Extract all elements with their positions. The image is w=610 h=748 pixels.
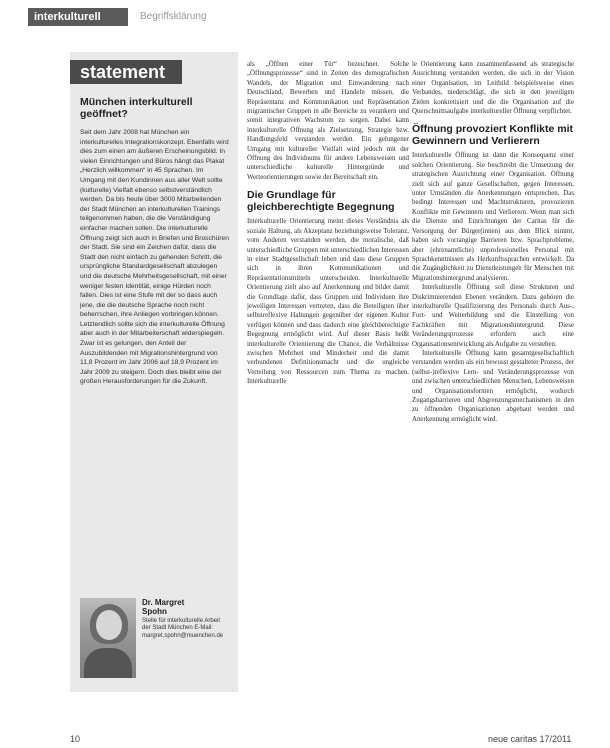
statement-banner: statement — [70, 60, 182, 84]
article-column-right — [412, 60, 574, 424]
magazine-issue: neue caritas 17/2011 — [488, 734, 572, 744]
article-column-middle — [247, 60, 409, 387]
article-paragraph: Interkulturelle Öffnung ist dann die Konsequenz einer solchen Orientierung. Sie beschreibt die Umsetzung der strategischen Ausrichtung einer Organisation. Öffnung zielt sich auf ganze Gesellschaften, gegen Interessen, unter Umständen die Anerkennungen entsprechen. Das bedingt Interessen und Machtstrukturen, provozieren Konflikte mit Gewinnern und Verlierern. Wenn man sich die Dienste und Einrichtungen der Caritas für die Versorgung der Bürger(innen) aus dem Blick nimmt, haben sich vorrangige Barrieren bzw. Sprachprobleme, aber (ehrenamtliche) unprofessionelles Personal mit Sprachkenntnissen als Herkunftssprachen entwickelt. Da die Zugänglichkeit zu Dienstleistungen für Menschen mit Migrationshintergrund analysieren. — [412, 152, 574, 282]
author-photo — [80, 598, 136, 678]
author-info: Stelle für interkulturelle Arbeit der Stadt München E-Mail: margret.spohn@muenchen.de — [142, 618, 224, 639]
article-paragraph: Interkulturelle Orientierung meint dieses Verständnis als soziale Haltung, als Akzeptanz beziehungsweise Toleranz, vom Anderen verstanden werden, die moralische, daß unterschiedliche Gruppen mit unterschiedlichen Interessen in einer Stadtgesellschaft leben und dass diese Gruppen sich in ihren Kommunikationen und Repräsentationsmitteln unterscheiden. Interkulturelle Orientierung zielt also auf Anerkennung und bildet damit die Grundlage dafür, dass Gruppen und Individuen ihre jeweiligen Interessen vertreten, dass die Beteiligten über selbstreflexive Haltungen gegenüber der eigenen Kultur verfügen können und dass dadurch eine gleichberechtigte Begegnung ermöglicht wird. Auf dieser Basis heißt interkulturelle Orientierung die Chance, die Verhältnisse zwischen Mehrheit und Minderheit und die damit verbundenen Definitionsmacht und die ungleiche Verteilung von Ressourcen zum Thema zu machen. Interkulturelle — [247, 218, 409, 386]
article-paragraph: Interkulturelle Öffnung kann gesamtgesellschaftlich verstanden werden als ein bewusst gestalteter Prozess, der (selbst-)reflexive Lern- und Veränderungsprozesse von und zwischen unterschiedlichen Menschen, Lebensweisen und Organisationsformen ermöglicht, wodurch Zugangsbarrieren und Abgrenzungsmechanismen in den zu öffnenden Organisationen abgebaut werden und Anerkennung ermöglicht wird. — [412, 349, 574, 423]
article-paragraph: le Orientierung kann zusammenfassend als strategische Ausrichtung verstanden werden, die sich in der Vision einer Organisation, im Leitbild beispielsweise eines Verbandes, niederschlägt, die sich in den jeweiligen Zielen konkretisiert und die die Organisation auf die Querschnittsaufgabe interkultureller Öffnung verpflichtet. — [412, 61, 574, 116]
sidebar-paragraph: Seit dem Jahr 2008 hat München ein interkulturelles Integrationskonzept. Ebenfalls wird dies zum einen am äußeren Erscheinungsbild. In vielen Einrichtungen und Büros hängt das Plakat „Herzlich willkommen“ in 45 Sprachen. Im Umgang mit den Kundinnen aus aller Welt sollte (kulturelle) Vielfalt ebenso selbstverständlich werden. Da bis heute über 3000 Mitarbeitenden der Stadt München an interkulturellen Trainings teilgenommen haben, die die Verständigung einfacher machen sollen. Die interkulturelle Öffnung zeigt sich auch in Briefen und Broschüren der Stadt. Sie sind ein Zeichen dafür, dass die Stadt den nicht einfach zu gehenden Schritt, die ursprüngliche Standardgesellschaft abzulegen und die deutsche Mehrheitsgesellschaft, mit einer weniger festen Identität, einige Hürden noch fallen. Dies ist eine Stufe mit der so dass auch jene, die die deutsche Sprache noch nicht beherrschen, ihre Anliegen vorbringen können. Letztendlich sollte sich die interkulturelle Öffnung aber auch in der Mitarbeiterschaft widerspiegeln. Zwar ist es gelungen, den Anteil der Auszubildenden mit Migrationshintergrund von 11,8 Prozent im Jahr 2006 auf 18,9 Prozent im Jahr 2009 zu steigern. Doch dies bleibt eine der großen Herausforderungen für die Zukunft. — [80, 129, 229, 386]
author-name-line1: Dr. Margret — [142, 598, 185, 607]
section-heading: Die Grundlage für gleichberechtigte Begegnung — [247, 189, 395, 214]
section-subtitle: Begriffsklärung — [140, 11, 207, 22]
article-paragraph: Interkulturelle Öffnung soll diese Strukturen und Diskrimnierenden Ebenen verändern. Dazu gehören die interkulturelle Qualifizierung des Personals durch Aus-, Fort- und Weiterbildung und die Einstellung von Fachkräften mit Migrationshintergrund. Diese Veränderungsprozesse erfordern auch eine Organisationsentwicklung als Aufgabe zu verstehen. — [412, 284, 574, 348]
section-heading: Öffnung provoziert Konflikte mit Gewinnern und Verlierern — [412, 123, 573, 148]
author-name — [142, 598, 184, 616]
sidebar-text — [80, 128, 230, 387]
section-tag: interkulturell — [28, 8, 128, 26]
author-box — [80, 598, 230, 682]
sidebar-body — [80, 96, 230, 387]
author-name-line2: Spohn — [142, 607, 167, 616]
page-number: 10 — [70, 734, 81, 744]
sidebar-title: München interkulturell geöffnet? — [80, 96, 193, 120]
article-paragraph: als „Öffnen einer Tür“ bezeichnet. Solche „Öffnungsprozesse“ sind in Zeiten des demografischen Wandels, der Migration und Einwanderung nach Deutschland, Bewerben und Handeln müssen, die Repräsentanz und Kommunikation und Repräsentation migrantischer Gruppen in alle Bereiche zu verankern und somit integrativen Wachstum zu sorgen. Dabei kann interkulturelle Öffnung als Zielsetzung, Strategie bzw. Handlungsfeld verstanden werden. Ein gelungener Umgang mit kultureller Vielfalt wird jedoch mit der Öffnung des Individuums für andere Lebensweisen und unterschiedliche kulturelle Hintergründe und Werteorientierungen sowie der Bereitschaft ein. — [247, 61, 409, 181]
